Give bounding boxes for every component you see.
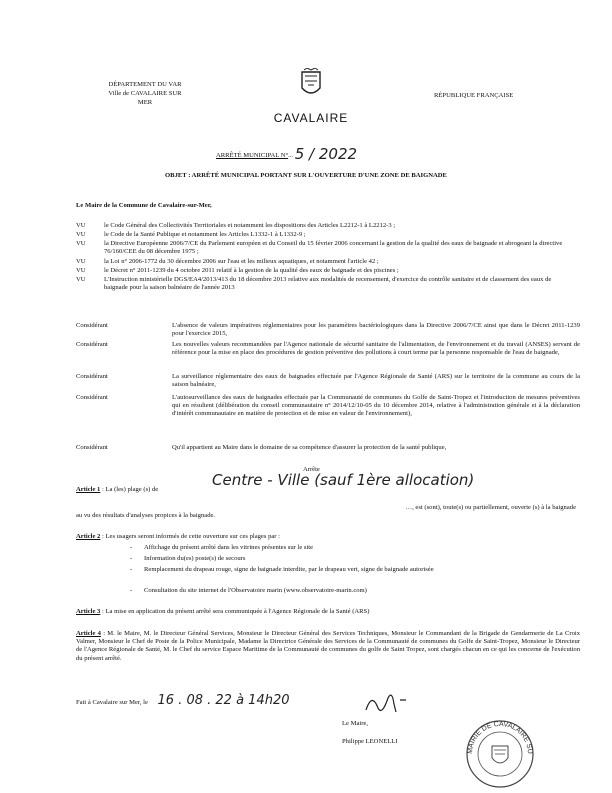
article-2-item: [130, 544, 570, 553]
article-4-text: : M. le Maire, M. le Directeur Général Services, Monsieur le Directeur Général des Services Techniques, Monsieur le Commandant de la Brigade de Gendarmerie de La Croix Valmer, Monsieur le Chef de Poste de la Police Municipale, Madame la Directrice Générale des Services de la Communauté de communes du Golfe de Saint-Tropez, Monsieur le Directeur de l'Agence Régionale de Santé, M. le Chef du service Espace Maritime de la Communauté de communes du golfe de Saint Tropez, sont chargés chacun en ce qui les concerne de l'exécution du présent arrêté.: [76, 630, 580, 662]
considerant-item: [76, 373, 580, 391]
dash-bullet-icon: -: [130, 555, 133, 562]
considerant-text: Qu'il appartient au Maire dans le domaine de sa compétence d'assurer la protection de la santé publique,: [172, 444, 447, 451]
considerant-text: La surveillance réglementaire des eaux de baignades effectuée par l'Agence Régionale de Santé (ARS) sur le territoire de la commune au cours de la saison balnéaire,: [172, 373, 580, 389]
fait-a-label: Fait à Cavalaire sur Mer, le: [76, 699, 148, 706]
considerant-item: [76, 341, 580, 369]
article-1-pre: : La (les) plage (s) de: [100, 486, 159, 493]
cavalaire-logo: [268, 68, 354, 128]
arrete-label: ARRÊTÉ MUNICIPAL N°: [216, 152, 289, 159]
signature-scribble-icon: [362, 690, 422, 716]
mairie-seal-icon: [460, 712, 540, 788]
dash-bullet-icon: -: [130, 566, 133, 573]
svg-text:MAIRIE DE CAVALAIRE SUR MER: MAIRIE DE CAVALAIRE SU: [466, 720, 534, 755]
article-2-title: Article 2: [76, 533, 101, 540]
maire-intro: Le Maire de la Commune de Cavalaire-sur-Mer,: [76, 202, 212, 209]
article-3-title: Article 3: [76, 608, 101, 615]
official-stamp: [460, 712, 540, 788]
considerant-label: Considérant: [76, 373, 108, 380]
vu-label: VU: [76, 231, 86, 238]
arrete-word: Arrête: [303, 466, 320, 473]
arrete-number-line: [216, 145, 416, 163]
vu-item: [76, 258, 576, 267]
department-line-3: MER: [137, 99, 153, 106]
dash-bullet-icon: -: [130, 544, 133, 551]
arrete-number-handwritten: 5 / 2022: [294, 145, 358, 163]
article-1-title: Article 1: [76, 486, 101, 493]
article-1-post: …, est (sont), toute(s) ou partiellement, ouverte (s) à la baignade: [405, 504, 576, 511]
vu-text: le Code Général des Collectivités Territoriales et notamment les dispositions des Articles L2212-1 à L2212-3 ;: [104, 222, 396, 229]
date-handwritten: 16 . 08 . 22 à 14h20: [157, 693, 290, 708]
considerant-item: [76, 394, 580, 438]
article-4-title: Article 4: [76, 630, 101, 637]
vu-label: VU: [76, 267, 86, 274]
vu-text: la Directive Européenne 2006/7/CE du Parlement européen et du Conseil du 15 février 2006 concernant la gestion de la qualité des eaux de baignade et abrogeant la directive 76/160/CEE du 08 décembre 1975 ;: [104, 240, 563, 256]
department-line-2: Ville de CAVALAIRE SUR: [108, 90, 182, 97]
arrete-dots: ...: [288, 152, 294, 159]
vu-item: [76, 267, 576, 276]
considerant-label: Considérant: [76, 341, 108, 348]
considerant-text: L'absence de valeurs impératives réglementaires pour les paramètres bactériologiques dans la Directive 2006/7/CE ainsi que dans le Décret 2011-1239 pour l'exercice 2015,: [172, 322, 580, 338]
vu-label: VU: [76, 258, 86, 265]
article-2-intro: : Les usagers seront informés de cette ouverture sur ces plages par :: [100, 533, 280, 540]
republic-label: RÉPUBLIQUE FRANÇAISE: [434, 92, 514, 99]
considerant-item: [76, 322, 580, 340]
vu-label: VU: [76, 276, 86, 283]
signature: [362, 690, 422, 716]
article-1-line-2: au vu des résultats d'analyses propices à la baignade.: [76, 512, 216, 519]
dash-bullet-icon: -: [130, 587, 133, 594]
vu-text: la Loi n° 2006-1772 du 30 décembre 2006 sur l'eau et les milieux aquatiques, et notamment l'article 42 ;: [104, 258, 379, 265]
vu-item: [76, 276, 576, 294]
vu-item: [76, 222, 576, 231]
article-3: [76, 608, 576, 616]
article-2-intro-line: [76, 533, 576, 541]
article-1-handwritten-beach: Centre - Ville (sauf 1ère allocation): [212, 471, 475, 489]
vu-text: L'Instruction ministérielle DGS/EA4/2013/413 du 18 décembre 2013 relative aux modalités de recensement, d'exercice du contrôle sanitaire et de classement des eaux de baignade pour la saison balnéaire de l'année 2013: [104, 276, 552, 292]
article-2-item-text: Remplacement du drapeau rouge, signe de baignade interdite, par le drapeau vert, signe de baignade autorisée: [144, 566, 434, 573]
logo-wordmark: CAVALAIRE: [273, 111, 349, 125]
article-2-item-text: Affichage du présent arrêté dans les vitrines présentes sur le site: [144, 544, 314, 551]
considerant-text: L'autosurveillance des eaux de baignades effectuée par la Communauté de communes du Golfe de Saint-Tropez et l'introduction de mesures préventives qui en résultent (délibération du conseil communautaire n° 2014/12/10-05 du 10 décembre 2014, relative à l'administration générale et à la déclaration d'intérêt communautaire en matière de protection et de mise en valeur de l'environnement),: [172, 394, 580, 418]
vu-item: [76, 240, 576, 258]
objet-title: OBJET : ARRÊTÉ MUNICIPAL PORTANT SUR L'OUVERTURE D'UNE ZONE DE BAIGNADE: [165, 172, 447, 179]
article-2-item-text: Consultation du site internet de l'Observatoire marin (www.observatoire-marin.com): [144, 587, 367, 594]
article-2-item-text: Information du(es) poste(s) de secours: [144, 555, 246, 562]
signatory-name: Philippe LEONELLI: [342, 738, 398, 745]
department-block: [70, 80, 220, 107]
article-2-item: [130, 566, 570, 584]
vu-text: le Code de la Santé Publique et notamment les Articles L1332-1 à L1332-9 ;: [104, 231, 306, 238]
vu-item: [76, 231, 576, 240]
vu-label: VU: [76, 240, 86, 247]
maire-label: Le Maire,: [342, 720, 368, 727]
article-4: [76, 630, 580, 663]
vu-text: le Décret n° 2011-1239 du 4 octobre 2011 relatif à la gestion de la qualité des eaux de baignade et des piscines ;: [104, 267, 399, 274]
vu-label: VU: [76, 222, 86, 229]
coat-of-arms-icon: [268, 68, 354, 104]
article-3-text: : La mise en application du présent arrêté sera communiquée à l'Agence Régionale de la Santé (ARS): [100, 608, 370, 615]
considerant-text: Les nouvelles valeurs recommandées par l'Agence nationale de sécurité sanitaire de l'alimentation, de l'environnement et du travail (ANSES) servant de référence pour la mise en place des procédures de gestion préventive des pollutions à court terme par la personne responsable de l'eau de baignade,: [172, 341, 580, 357]
article-1: [76, 471, 576, 519]
considerant-label: Considérant: [76, 444, 108, 451]
article-2-item: [130, 555, 570, 564]
considerant-label: Considérant: [76, 322, 108, 329]
department-line-1: DÉPARTEMENT DU VAR: [108, 81, 182, 88]
article-2-item: [130, 587, 570, 596]
considerant-item: [76, 444, 580, 453]
considerant-label: Considérant: [76, 394, 108, 401]
